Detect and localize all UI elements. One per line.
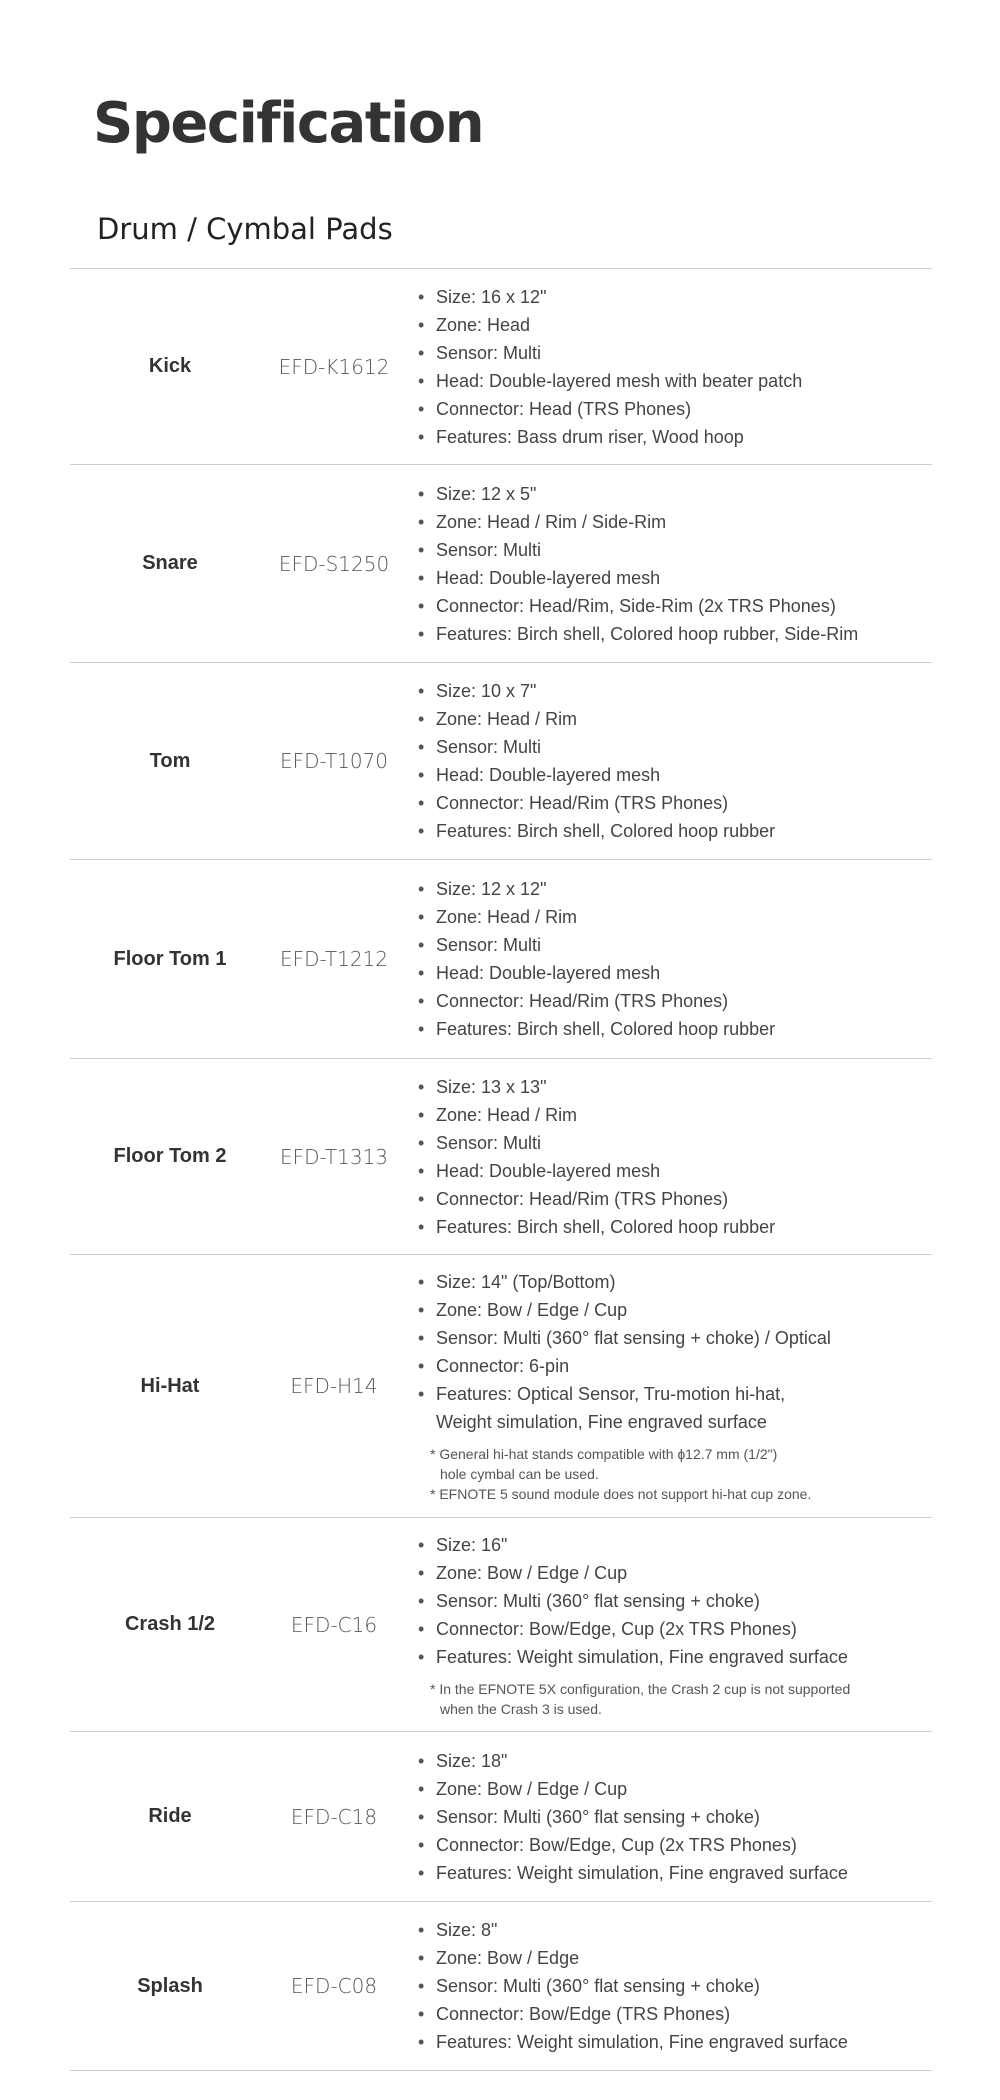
spec-item: • Size: 13 x 13" (418, 1073, 932, 1101)
pad-name: Kick (148, 355, 192, 377)
model-number: EFD-T1313 (279, 1144, 389, 1169)
spec-item: • Features: Birch shell, Colored hoop rubber (418, 1015, 932, 1043)
spec-item: • Connector: Bow/Edge, Cup (2x TRS Phones) (418, 1831, 932, 1859)
spec-row (70, 1732, 932, 1902)
spec-list (418, 1747, 932, 1887)
spec-row (70, 1902, 932, 2071)
spec-item: • Features: Optical Sensor, Tru-motion hi-hat, Weight simulation, Fine engraved surface (418, 1380, 932, 1436)
pad-name: Floor Tom 2 (113, 1145, 227, 1167)
model-number: EFD-C18 (290, 1804, 378, 1829)
spec-item: • Zone: Bow / Edge (418, 1944, 932, 1972)
spec-details (398, 1747, 932, 1887)
spec-details (398, 1268, 932, 1504)
spec-row (70, 1255, 932, 1518)
spec-item: • Features: Bass drum riser, Wood hoop (418, 423, 932, 451)
pad-name: Splash (137, 1974, 203, 1997)
spec-details (398, 480, 932, 648)
spec-item: • Head: Double-layered mesh (418, 959, 932, 987)
spec-item: • Size: 14" (Top/Bottom) (418, 1268, 932, 1296)
spec-details (398, 1073, 932, 1241)
spec-item: • Zone: Bow / Edge / Cup (418, 1559, 932, 1587)
spec-item: • Zone: Head / Rim (418, 903, 932, 931)
spec-item: • Sensor: Multi (360° flat sensing + choke) (418, 1587, 932, 1615)
model-number: EFD-C08 (290, 1974, 378, 1998)
spec-list (418, 1916, 932, 2056)
spec-details (398, 283, 932, 451)
spec-item: • Sensor: Multi (360° flat sensing + choke) (418, 1803, 932, 1831)
spec-note: * EFNOTE 5 sound module does not support hi-hat cup zone. (430, 1486, 812, 1502)
pad-name: Hi-Hat (140, 1374, 200, 1397)
spec-item: • Zone: Bow / Edge / Cup (418, 1296, 932, 1324)
spec-item: • Sensor: Multi (360° flat sensing + choke) (418, 1972, 932, 2000)
spec-item: • Sensor: Multi (418, 536, 932, 564)
model-number: EFD-S1250 (278, 551, 390, 576)
spec-details (398, 875, 932, 1043)
spec-item: • Size: 16 x 12" (418, 283, 932, 311)
spec-item: • Sensor: Multi (418, 1129, 932, 1157)
spec-list (418, 875, 932, 1043)
spec-item: • Size: 18" (418, 1747, 932, 1775)
spec-item: • Connector: Head/Rim (TRS Phones) (418, 789, 932, 817)
spec-row (70, 663, 932, 860)
spec-item: • Sensor: Multi (418, 733, 932, 761)
spec-details (398, 677, 932, 845)
spec-item: • Zone: Head / Rim (418, 1101, 932, 1129)
spec-item: • Connector: Head/Rim (TRS Phones) (418, 987, 932, 1015)
model-number: EFD-T1212 (279, 947, 389, 971)
pad-name: Tom (149, 749, 191, 772)
spec-details (398, 1531, 932, 1719)
model-number: EFD-H14 (290, 1374, 378, 1398)
spec-table (70, 268, 932, 2071)
spec-item: • Connector: Bow/Edge, Cup (2x TRS Phones) (418, 1615, 932, 1643)
pad-name: Ride (148, 1805, 192, 1827)
spec-item: • Connector: Head/Rim, Side-Rim (2x TRS Phones) (418, 592, 932, 620)
spec-row (70, 1059, 932, 1255)
spec-row (70, 1518, 932, 1732)
spec-list (418, 1073, 932, 1241)
spec-item: • Features: Birch shell, Colored hoop rubber, Side-Rim (418, 620, 932, 648)
spec-note: * In the EFNOTE 5X configuration, the Crash 2 cup is not supported when the Crash 3 is used. (430, 1680, 851, 1717)
section-title: Drum / Cymbal Pads (97, 212, 393, 246)
spec-item: • Head: Double-layered mesh with beater patch (418, 367, 932, 395)
spec-list (418, 283, 932, 451)
model-number: EFD-T1070 (279, 749, 389, 773)
spec-details (398, 1916, 932, 2056)
spec-item: • Features: Weight simulation, Fine engraved surface (418, 1859, 932, 1887)
spec-list (418, 1268, 932, 1436)
spec-item: • Size: 12 x 12" (418, 875, 932, 903)
spec-item: • Sensor: Multi (418, 931, 932, 959)
spec-row (70, 860, 932, 1059)
model-number: EFD-C16 (290, 1612, 378, 1637)
spec-item: • Sensor: Multi (360° flat sensing + choke) / Optical (418, 1324, 932, 1352)
spec-item: • Zone: Bow / Edge / Cup (418, 1775, 932, 1803)
spec-list (418, 1531, 932, 1671)
spec-item: • Zone: Head / Rim (418, 705, 932, 733)
page-title: Specification (93, 91, 484, 156)
spec-list (418, 480, 932, 648)
spec-item: • Sensor: Multi (418, 339, 932, 367)
spec-item: • Size: 8" (418, 1916, 932, 1944)
spec-item: • Size: 10 x 7" (418, 677, 932, 705)
spec-item: • Head: Double-layered mesh (418, 564, 932, 592)
spec-notes (418, 1679, 932, 1719)
spec-row (70, 269, 932, 465)
spec-item: • Connector: Head (TRS Phones) (418, 395, 932, 423)
spec-note: * General hi-hat stands compatible with ɸ12.7 mm (1/2") hole cymbal can be used. (430, 1446, 778, 1482)
spec-item: • Head: Double-layered mesh (418, 761, 932, 789)
spec-item: • Connector: Head/Rim (TRS Phones) (418, 1185, 932, 1213)
model-number: EFD-K1612 (278, 354, 390, 379)
spec-item: • Zone: Head (418, 311, 932, 339)
spec-row (70, 465, 932, 663)
spec-item: • Features: Weight simulation, Fine engraved surface (418, 2028, 932, 2056)
spec-item: • Size: 12 x 5" (418, 480, 932, 508)
pad-name: Crash 1/2 (124, 1613, 216, 1635)
spec-list (418, 677, 932, 845)
spec-notes (418, 1444, 932, 1504)
spec-item: • Features: Birch shell, Colored hoop rubber (418, 1213, 932, 1241)
pad-name: Snare (142, 552, 198, 574)
spec-item: • Features: Birch shell, Colored hoop rubber (418, 817, 932, 845)
spec-item: • Size: 16" (418, 1531, 932, 1559)
spec-item: • Features: Weight simulation, Fine engraved surface (418, 1643, 932, 1671)
spec-item: • Head: Double-layered mesh (418, 1157, 932, 1185)
pad-name: Floor Tom 1 (113, 947, 227, 970)
spec-item: • Zone: Head / Rim / Side-Rim (418, 508, 932, 536)
spec-item: • Connector: Bow/Edge (TRS Phones) (418, 2000, 932, 2028)
spec-item: • Connector: 6-pin (418, 1352, 932, 1380)
